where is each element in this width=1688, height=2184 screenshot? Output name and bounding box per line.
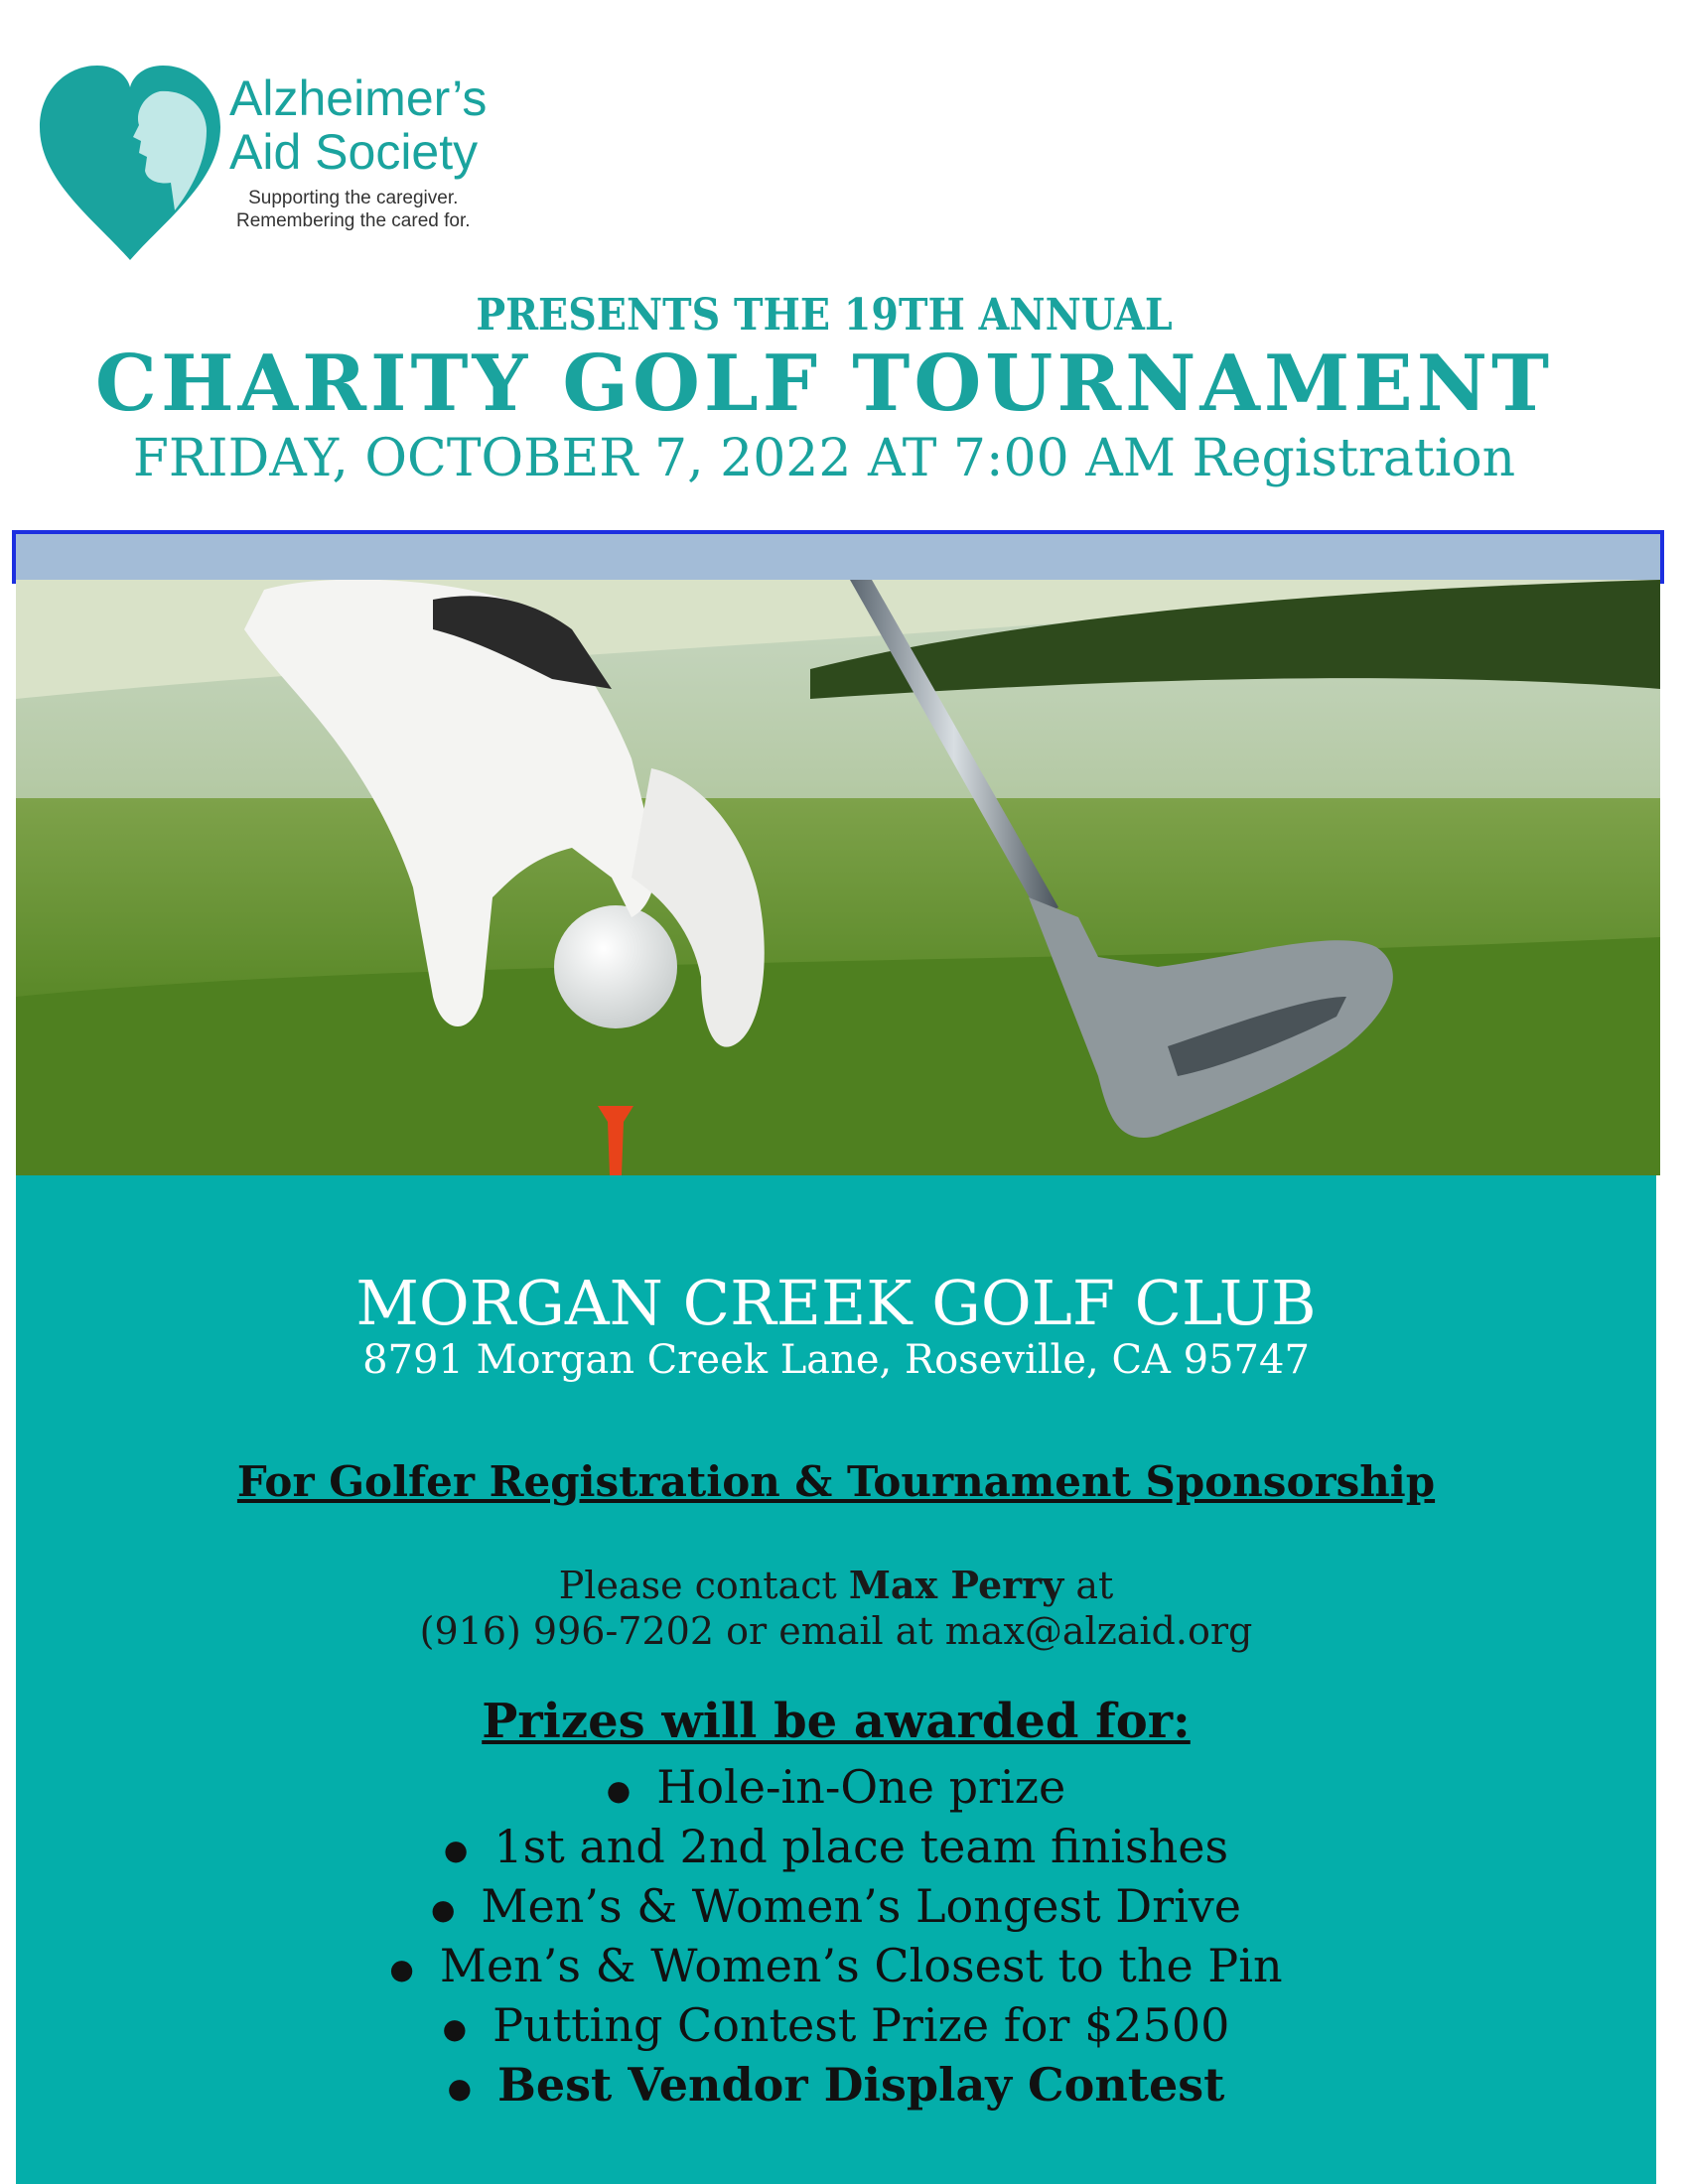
bullet-icon: ● [430,1893,456,1926]
prizes-heading: Prizes will be awarded for: [482,1694,1191,1749]
bullet-icon: ● [606,1774,632,1807]
organization-tagline [236,187,471,232]
event-title: CHARITY GOLF TOURNAMENT [94,339,1554,429]
contact-suffix: at [1063,1564,1114,1607]
organization-logo [36,62,552,270]
contact-name: Max Perry [848,1563,1064,1607]
contact-line2: (916) 996-7202 or email at max@alzaid.org [419,1609,1253,1653]
list-item [16,1938,1656,1997]
presents-line: PRESENTS THE 19TH ANNUAL [476,290,1173,341]
organization-name-line1: Alzheimer’s [229,70,488,126]
prize-label: Best Vendor Display Contest [497,2058,1225,2112]
contact-prefix: Please contact [558,1564,849,1607]
prize-list [16,1759,1656,2116]
golf-ball-tee-image [16,580,1660,1175]
event-date: FRIDAY, OCTOBER 7, 2022 AT 7:00 AM Registration [132,429,1516,488]
registration-heading: For Golfer Registration & Tournament Sponsorship [236,1457,1436,1506]
bullet-icon: ● [442,2012,468,2045]
bullet-icon: ● [447,2072,472,2105]
golf-photo [16,580,1660,1175]
list-item [16,1878,1656,1938]
list-item [16,2057,1656,2116]
tagline-line1: Supporting the caregiver. [248,188,459,208]
info-panel [16,1175,1656,2184]
list-item [16,1997,1656,2057]
event-header [0,290,1648,490]
bullet-icon: ● [389,1953,414,1985]
contact-info [16,1563,1656,1654]
contact-line1 [16,1563,1656,1608]
header-band [12,530,1664,584]
list-item [16,1819,1656,1878]
venue-address: 8791 Morgan Creek Lane, Roseville, CA 95747 [362,1337,1310,1383]
bullet-icon: ● [443,1834,469,1866]
prize-label: Hole-in-One prize [656,1760,1066,1814]
tagline-line2: Remembering the cared for. [236,210,471,231]
list-item [16,1759,1656,1819]
prize-label: Men’s & Women’s Closest to the Pin [439,1939,1283,1992]
venue-name: MORGAN CREEK GOLF CLUB [355,1267,1317,1339]
prize-label: Putting Contest Prize for $2500 [492,1998,1230,2052]
prize-label: Men’s & Women’s Longest Drive [481,1879,1242,1933]
prize-label: 1st and 2nd place team finishes [493,1820,1229,1873]
organization-name-line2: Aid Society [229,124,479,180]
heart-profile-icon [36,62,224,270]
organization-name [229,71,487,179]
